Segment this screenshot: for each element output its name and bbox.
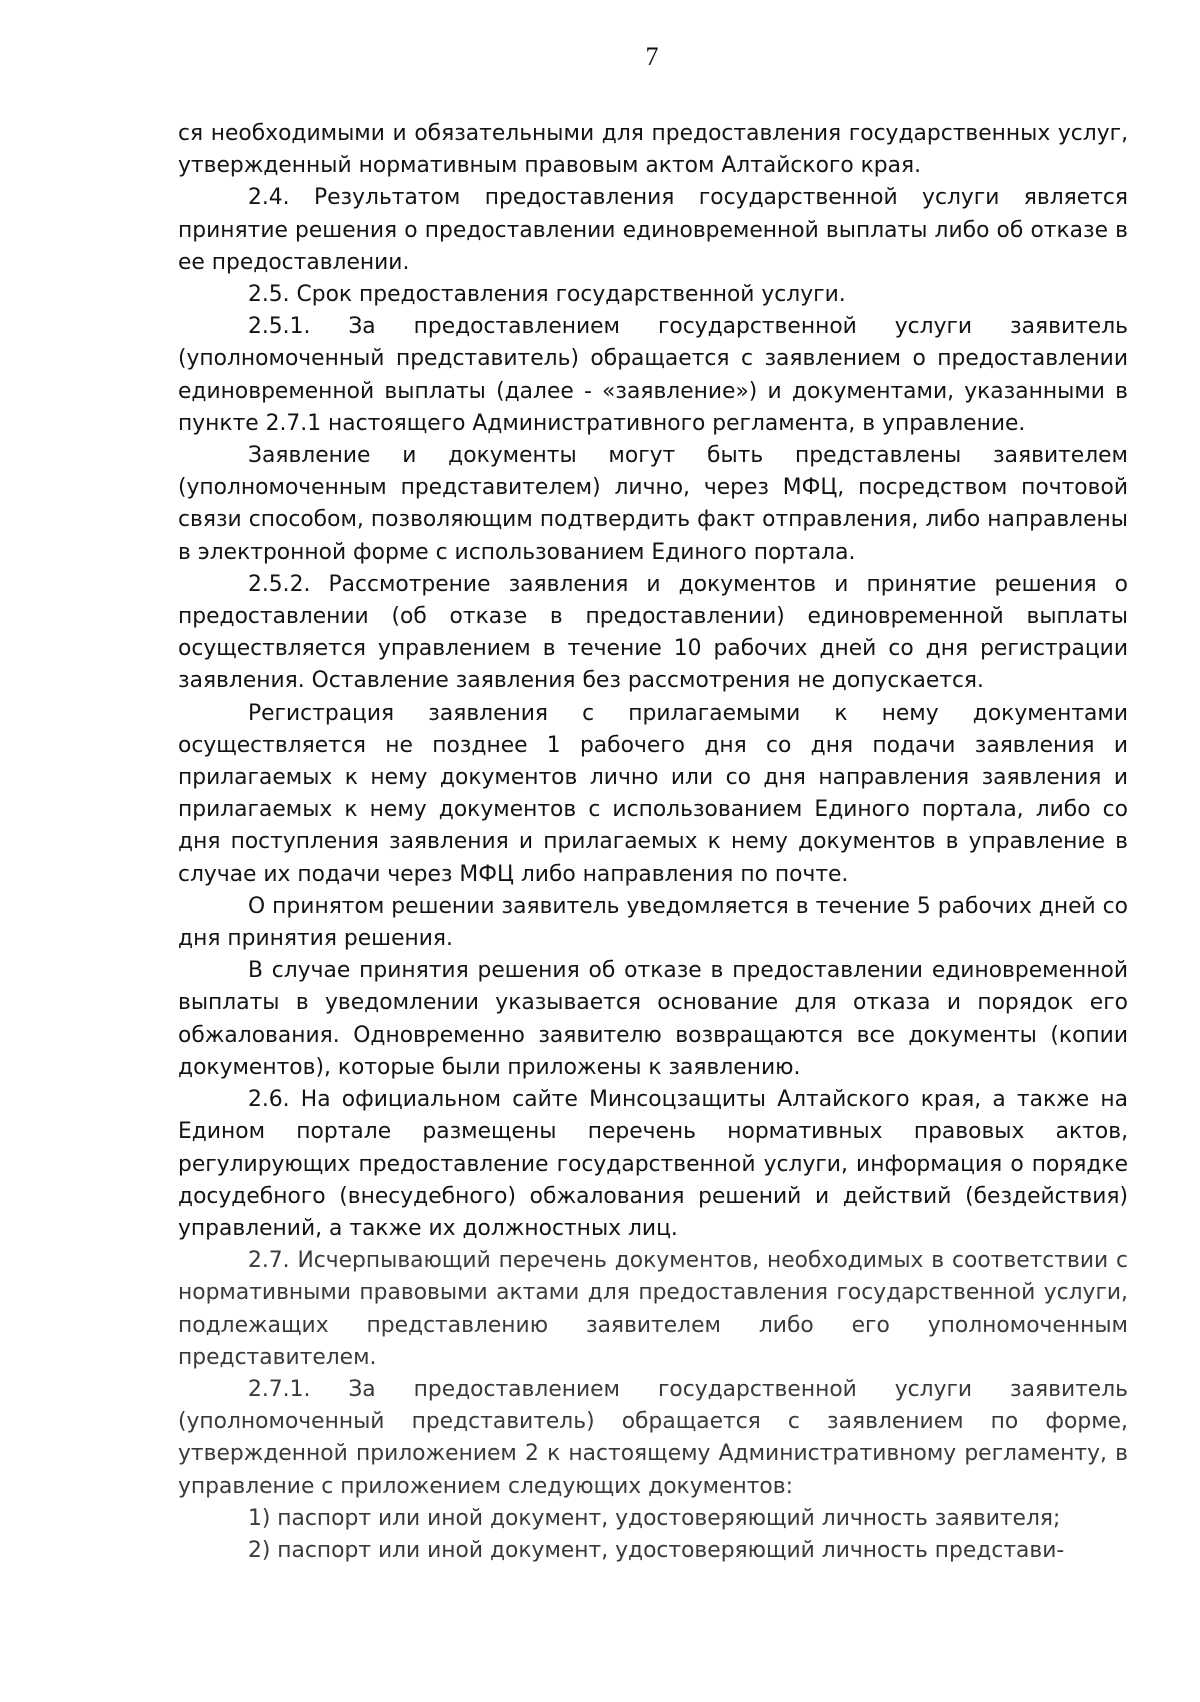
paragraph-2-6: 2.6. На официальном сайте Минсоцзащиты Алтайского края, а также на Едином портале размещены перечень нормативных правовых актов, регулирующих предоставление государственной услуги, информация о порядке досудебного (внесудебного) обжалования решений и действий (бездействия) управлений, а также их должностных лиц. <box>178 1087 1128 1241</box>
paragraph-refusal: В случае принятия решения об отказе в предоставлении единовременной выплаты в уведомлении указывается основание для отказа и порядок его обжалования. Одновременно заявителю возвращаются все документы (копии документов), которые были приложены к заявлению. <box>178 958 1128 1080</box>
paragraph-2-5-1: 2.5.1. За предоставлением государственной услуги заявитель (уполномоченный представитель) обращается с заявлением о предоставлении единовременной выплаты (далее - «заявление») и документами, указанными в пункте 2.7.1 настоящего Административного регламента, в управление. <box>178 314 1128 436</box>
paragraph-2-5: 2.5. Срок предоставления государственной услуги. <box>248 282 846 308</box>
page-number-text: 7 <box>645 42 659 71</box>
paragraph-registration: Регистрация заявления с прилагаемыми к нему документами осуществляется не позднее 1 рабочего дня со дня подачи заявления и прилагаемых к нему документов лично или со дня направления заявления и прилагаемых к нему документов с использованием Единого портала, либо со дня поступления заявления и прилагаемых к нему документов в управление в случае их подачи через МФЦ либо направления по почте. <box>178 700 1128 887</box>
list-item-2: 2) паспорт или иной документ, удостоверяющий личность представи- <box>248 1537 1065 1563</box>
paragraph-2-7: 2.7. Исчерпывающий перечень документов, необходимых в соответствии с нормативными правовыми актами для предоставления государственной услуги, подлежащих представлению заявителем либо его уполномоченным представителем. <box>178 1248 1128 1370</box>
list-item-1: 1) паспорт или иной документ, удостоверяющий личность заявителя; <box>248 1505 1061 1531</box>
paragraph-2-7-1: 2.7.1. За предоставлением государственной услуги заявитель (уполномоченный представитель) обращается с заявлением по форме, утвержденной приложением 2 к настоящему Административному регламенту, в управление с приложением следующих документов: <box>178 1376 1128 1499</box>
paragraph-submission-methods: Заявление и документы могут быть представлены заявителем (уполномоченным представителем) лично, через МФЦ, посредством почтовой связи способом, позволяющим подтвердить факт отправления, либо направлены в электронной форме с использованием Единого портала. <box>178 443 1128 565</box>
paragraph-2-4: 2.4. Результатом предоставления государственной услуги является принятие решения о предоставлении единовременной выплаты либо об отказе в ее предоставлении. <box>178 185 1128 275</box>
paragraph-continuation: ся необходимыми и обязательными для предоставления государственных услуг, утвержденный нормативным правовым актом Алтайского края. <box>178 121 1128 179</box>
paragraph-notification: О принятом решении заявитель уведомляется в течение 5 рабочих дней со дня принятия решения. <box>178 893 1128 952</box>
document-body <box>178 118 1128 1567</box>
page-number <box>0 42 1200 72</box>
paragraph-2-5-2: 2.5.2. Рассмотрение заявления и документов и принятие решения о предоставлении (об отказе в предоставлении) единовременной выплаты осуществляется управлением в течение 10 рабочих дней со дня регистрации заявления. Оставление заявления без рассмотрения не допускается. <box>178 571 1128 694</box>
